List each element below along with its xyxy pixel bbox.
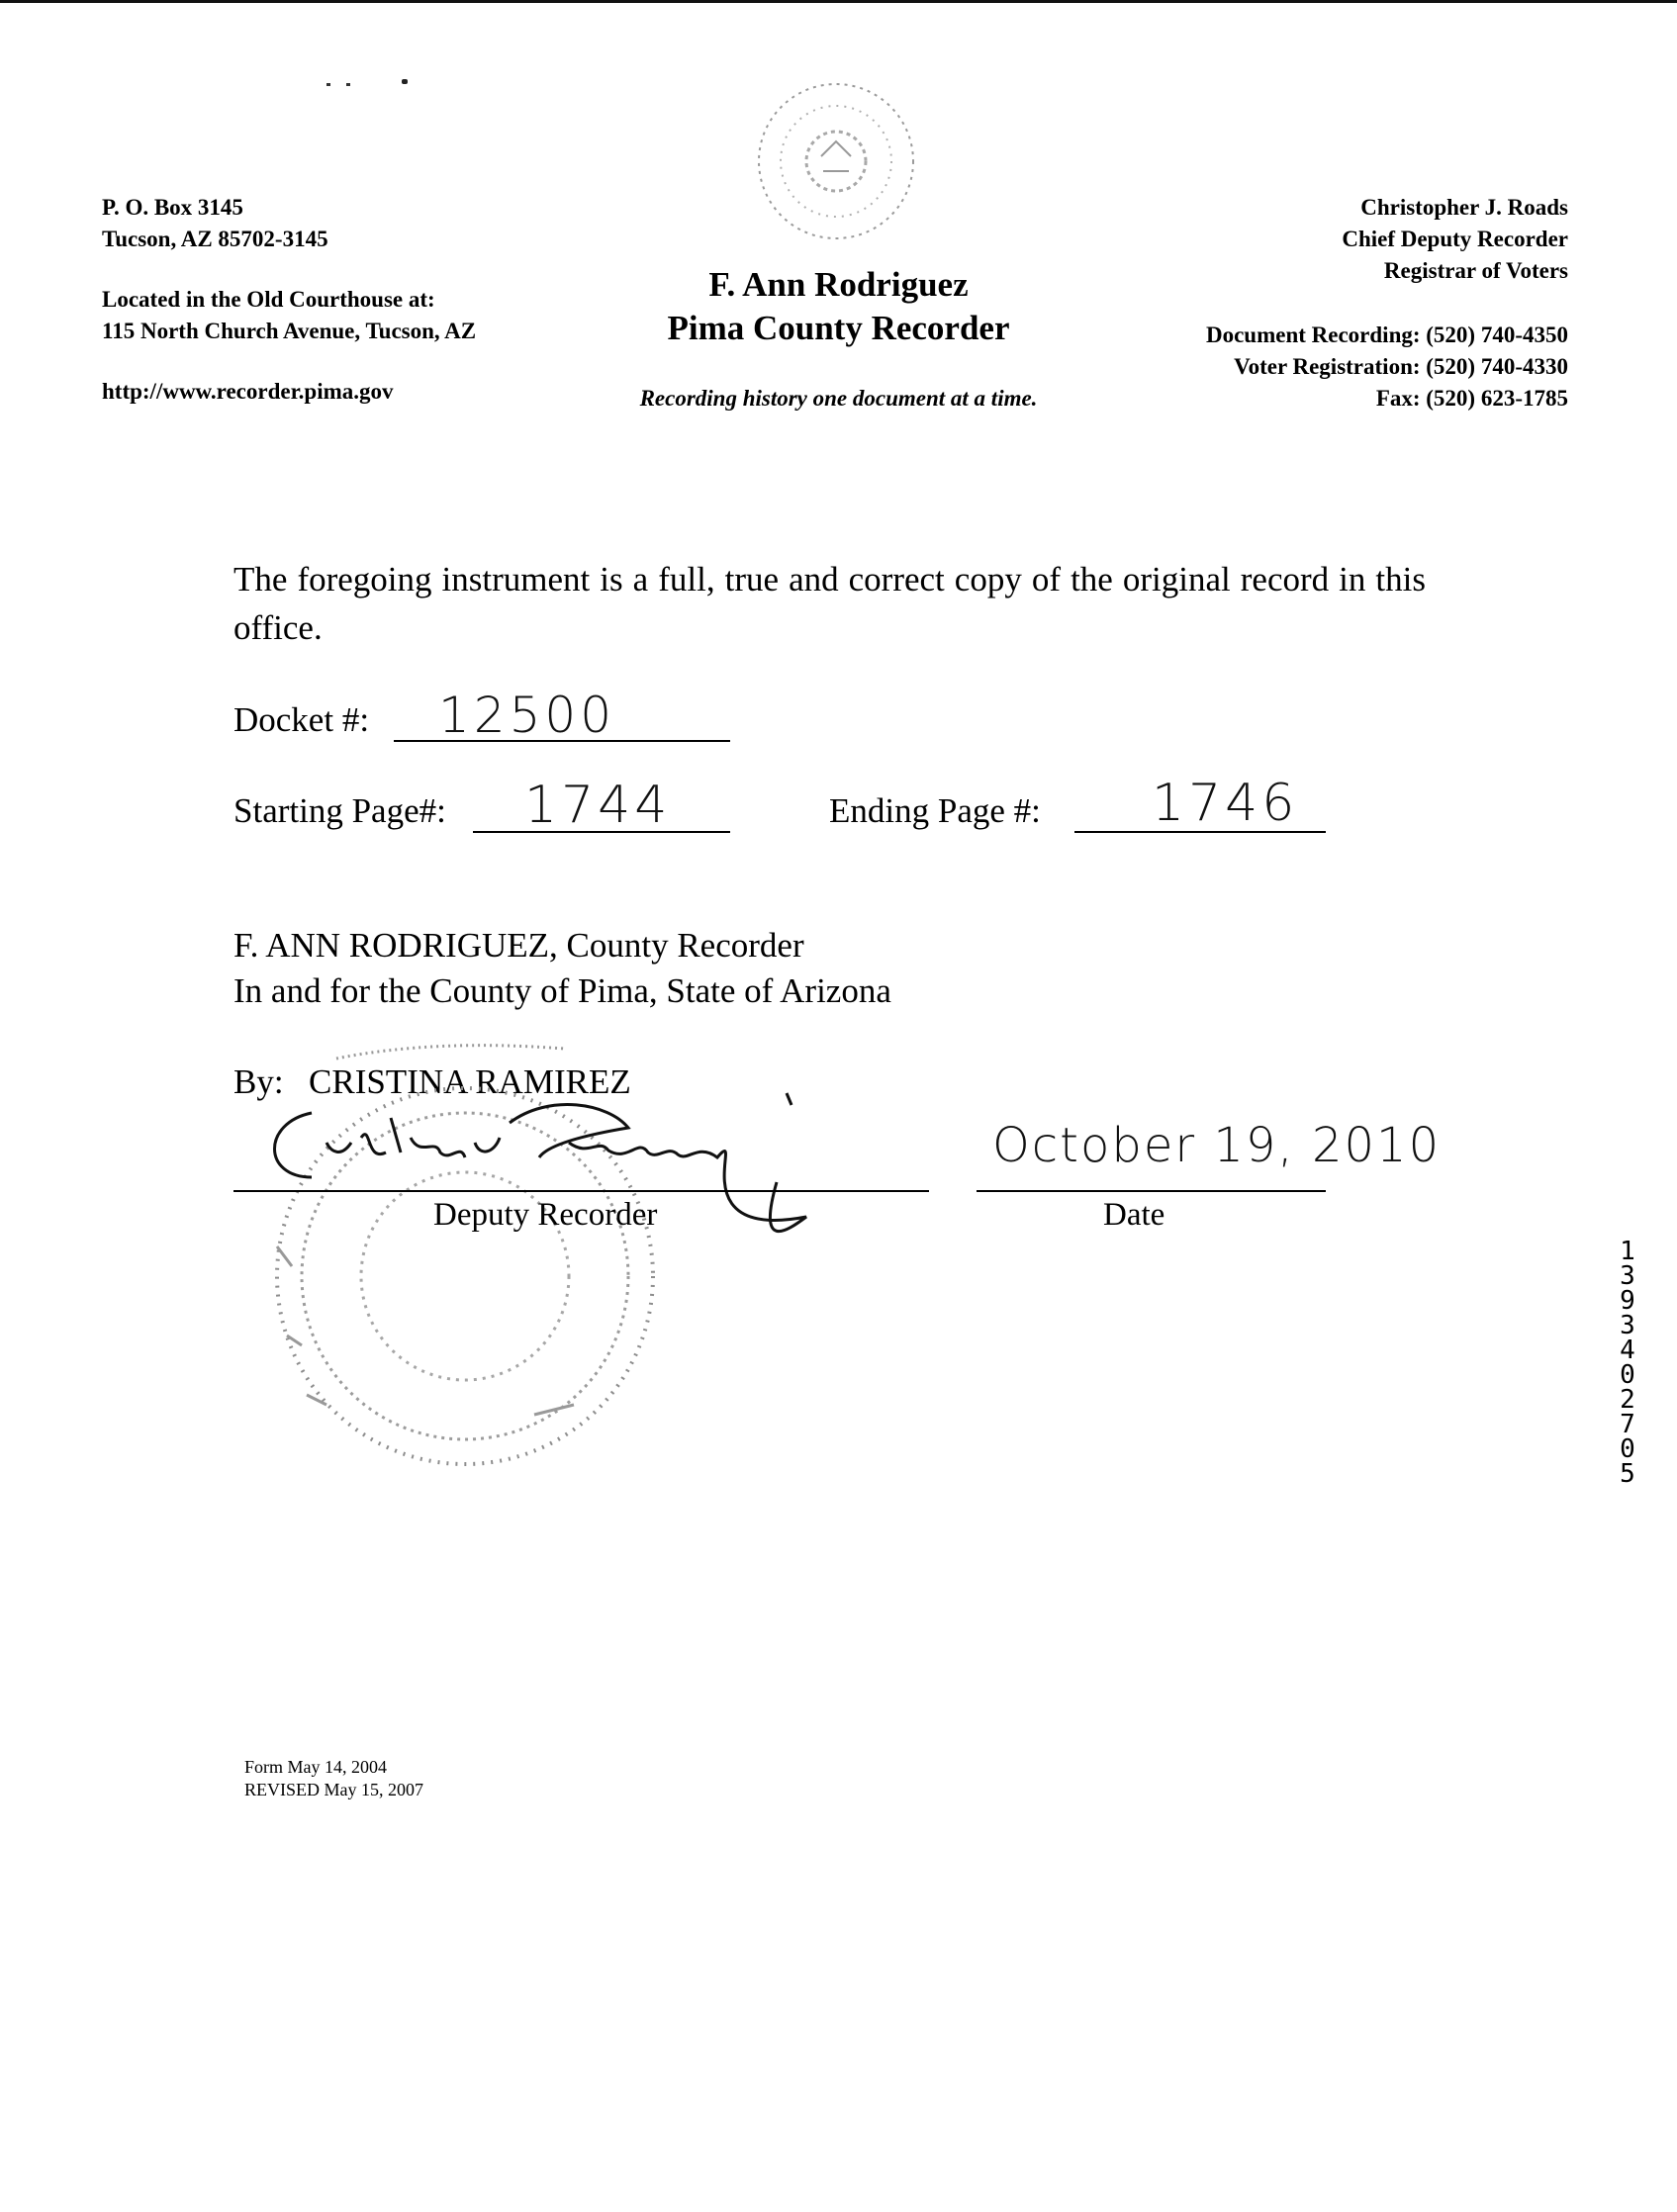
scan-speck: [326, 83, 330, 86]
by-label: By:: [233, 1062, 284, 1101]
starting-page-label: Starting Page#:: [233, 791, 446, 830]
form-date: Form May 14, 2004: [244, 1757, 387, 1777]
po-box: P. O. Box 3145: [102, 195, 243, 220]
office-title: Pima County Recorder: [667, 309, 1010, 347]
signer-title: Deputy Recorder: [433, 1197, 658, 1233]
signature-line: [233, 1190, 929, 1192]
ending-page-field: [1074, 774, 1326, 833]
fax-number: Fax: (520) 623-1785: [1375, 386, 1568, 411]
contact-block: [1069, 320, 1568, 415]
city-zip: Tucson, AZ 85702-3145: [102, 227, 328, 251]
date-value: October 19, 2010: [992, 1118, 1442, 1173]
registrar-title: Registrar of Voters: [1383, 258, 1568, 283]
located-label: Located in the Old Courthouse at:: [102, 287, 435, 312]
docket-label: Docket #:: [233, 700, 370, 739]
certification-statement: The foregoing instrument is a full, true and correct copy of the original record in this office.: [233, 560, 1426, 647]
recorder-seal: [752, 77, 920, 245]
date-label: Date: [1103, 1197, 1165, 1233]
street-address: 115 North Church Avenue, Tucson, AZ: [102, 319, 477, 343]
recorder-line: F. ANN RODRIGUEZ, County Recorder: [233, 926, 804, 965]
docket-field: [394, 687, 730, 744]
voter-registration-phone: Voter Registration: (520) 740-4330: [1234, 354, 1568, 379]
deputy-title: Chief Deputy Recorder: [1342, 227, 1568, 251]
document-recording-phone: Document Recording: (520) 740-4350: [1205, 323, 1568, 347]
ending-page-label: Ending Page #:: [829, 791, 1041, 830]
starting-page-field: [473, 776, 730, 835]
slogan: Recording history one document at a time.: [639, 386, 1038, 411]
header-center: [594, 263, 1083, 350]
revised-date: REVISED May 15, 2007: [244, 1780, 423, 1799]
header-left: [102, 192, 597, 408]
deputy-name: Christopher J. Roads: [1360, 195, 1568, 220]
county-line: In and for the County of Pima, State of Arizona: [233, 971, 891, 1010]
scan-top-edge: [0, 0, 1677, 3]
website-link[interactable]: http://www.recorder.pima.gov: [102, 379, 394, 404]
form-footer: [244, 1756, 423, 1801]
deputy-signature: [252, 1083, 905, 1261]
recorder-name: F. Ann Rodriguez: [708, 265, 969, 304]
ending-page-value: 1746: [1152, 774, 1299, 833]
docket-value: 12500: [438, 687, 616, 744]
scan-speck: [402, 79, 408, 84]
date-line: [977, 1190, 1326, 1192]
side-reference-number: 1393402705: [1620, 1237, 1635, 1489]
starting-page-value: 1744: [524, 776, 672, 835]
by-name: CRISTINA RAMIREZ: [309, 1062, 631, 1101]
scan-speck: [346, 83, 350, 86]
header-right: [1118, 192, 1568, 287]
